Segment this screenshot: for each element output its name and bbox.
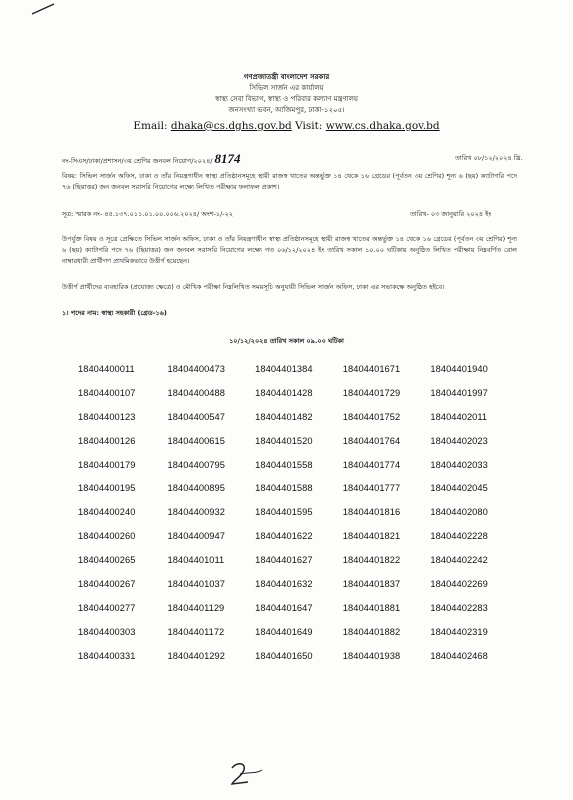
memo-handwritten-number: 8174 — [214, 151, 241, 166]
roll-number-cell: 18404401292 — [167, 650, 225, 661]
roll-number-cell: 18404400107 — [78, 387, 136, 398]
roll-number-cell: 18404401752 — [342, 411, 401, 422]
roll-number-cell: 18404401428 — [255, 387, 313, 398]
website-link[interactable]: www.cs.dhaka.gov.bd — [325, 120, 440, 132]
practical-test-note: উত্তীর্ণ প্রার্থীদের ব্যবহারিক (প্রযোজ্য ক্ষেত্রে) ও মৌখিক পরীক্ষা নিম্নলিখিত সময়সূচি অনুযায়ী সিভিল সার্জন অফিস, ঢাকা এর সভাকক্ষে অনুষ্ঠিত হইবে। — [62, 283, 445, 291]
roll-number-cell: 18404401729 — [342, 387, 401, 398]
roll-number-cell: 18404402045 — [430, 483, 488, 494]
table-row — [78, 620, 518, 644]
roll-number-table — [78, 357, 518, 668]
body-paragraph: উপর্যুক্ত বিষয় ও সূত্রে প্রেক্ষিতে সিভিল সার্জন অফিস, ঢাকা ও তাঁর নিয়ন্ত্রণাধীন স্বাস্থ্য প্রতিষ্ঠানসমূহে স্থায়ী রাজস্ব খাতের অন্তর্ভুক্ত ১৪ থেকে ১৬ গ্রেডের (পূর্বতন ৩য় শ্রেণির) শূন্য ৬ (ছয়) ক্যাটাগরি পদে ৭৬ (ছিয়াত্তর) জন জনবল সরাসরি নিয়োগের লক্ষ্যে গত ০৬/১২/২০২৪ ইং তারিখ সকাল ১০.০০ ঘটিকায় অনুষ্ঠিত লিখিত পরীক্ষায় নিম্নবর্ণিত রোল নাম্বারধারী প্রার্থীগণ প্রাথমিকভাবে উত্তীর্ণ হয়েছেন। — [62, 235, 517, 265]
roll-number-cell: 18404400303 — [78, 626, 136, 637]
roll-number-cell: 18404401997 — [430, 387, 488, 398]
roll-number-cell: 18404401011 — [167, 555, 225, 566]
table-row — [78, 524, 518, 548]
roll-number-cell: 18404400195 — [78, 483, 136, 494]
roll-number-cell: 18404402033 — [430, 459, 488, 470]
table-row — [78, 381, 518, 405]
roll-number-cell: 18404400331 — [78, 650, 136, 661]
memo-reference — [62, 151, 240, 167]
roll-number-cell: 18404401482 — [255, 411, 313, 422]
roll-number-cell: 18404402283 — [430, 602, 488, 613]
roll-number-cell: 18404402468 — [430, 650, 488, 661]
roll-number-cell: 18404401647 — [255, 602, 313, 613]
roll-number-cell: 18404401837 — [342, 578, 401, 589]
ministry-name: স্বাস্থ্য সেবা বিভাগ, স্বাস্থ্য ও পরিবার কল্যাণ মন্ত্রণালয় — [214, 95, 359, 103]
table-row — [78, 644, 518, 668]
reference-date: তারিখ- ০৩ জানুয়ারি ২০২৪ ইং — [410, 210, 492, 218]
table-row — [78, 572, 518, 596]
roll-number-cell: 18404401384 — [255, 363, 313, 374]
roll-number-cell: 18404402080 — [430, 507, 488, 518]
email-address[interactable]: dhaka@cs.dghs.gov.bd — [170, 120, 292, 132]
roll-number-cell: 18404402228 — [430, 531, 488, 542]
page-number-handwritten-icon — [226, 760, 266, 788]
roll-number-cell: 18404400267 — [78, 578, 136, 589]
roll-number-cell: 18404400947 — [167, 531, 225, 542]
exam-schedule: ১০/১২/২০২৪ তারিখ সকাল ০৯.০০ ঘটিকা — [229, 337, 344, 345]
pen-mark-icon — [30, 2, 56, 16]
roll-number-cell: 18404400932 — [167, 507, 225, 518]
government-title: গণপ্রজাতন্ত্রী বাংলাদেশ সরকার — [243, 73, 330, 81]
table-row — [78, 500, 518, 524]
roll-number-cell: 18404401650 — [255, 650, 313, 661]
roll-number-cell: 18404402242 — [430, 555, 488, 566]
roll-number-cell: 18404400277 — [78, 602, 136, 613]
roll-number-cell: 18404400240 — [78, 507, 136, 518]
roll-number-cell: 18404400795 — [167, 459, 225, 470]
email-label: Email: — [133, 120, 168, 132]
roll-number-cell: 18404401037 — [167, 578, 225, 589]
reference-line: সূত্র: স্মারক নং- ৪৫.১৩৭.০১১.০১.০০.০০৬.২০২৪/ অংশ-১/-২২ — [62, 210, 234, 218]
table-row — [78, 429, 518, 453]
office-address: জনসংখ্যা ভবন, আজিমপুর, ঢাকা-১২০৫। — [228, 106, 345, 114]
roll-number-cell: 18404401595 — [255, 507, 313, 518]
table-row — [78, 453, 518, 477]
roll-number-cell: 18404401622 — [255, 531, 313, 542]
roll-number-cell: 18404401588 — [255, 483, 313, 494]
roll-number-cell: 18404401172 — [167, 626, 225, 637]
memo-date: তারিখ ০৮/১২/২০২৪ খ্রি. — [455, 154, 523, 162]
roll-number-cell: 18404402269 — [430, 578, 488, 589]
roll-number-cell: 18404401938 — [342, 650, 401, 661]
roll-number-cell: 18404400473 — [167, 363, 225, 374]
roll-number-cell: 18404400895 — [167, 483, 225, 494]
roll-number-cell: 18404401627 — [255, 555, 313, 566]
roll-number-cell: 18404401764 — [342, 435, 401, 446]
roll-number-cell: 18404400265 — [78, 555, 136, 566]
memo-prefix: নং-সিএস/ঢাকা/প্রশাসন/৩য় শ্রেণির জনবল নিয়োগ/২০২৪/ — [62, 157, 213, 165]
roll-number-cell: 18404401774 — [342, 459, 401, 470]
subject-paragraph: বিষয়: সিভিল সার্জন অফিস, ঢাকা ও তাঁর নিয়ন্ত্রণাধীন স্বাস্থ্য প্রতিষ্ঠানসমূহে স্থায়ী রাজস্ব খাতের অন্তর্ভুক্ত ১৪ থেকে ১৬ গ্রেডের (পূর্বতন ৩য় শ্রেণির) শূন্য ৬ (ছয়) ক্যাটাগরি পদে ৭৬ (ছিয়াত্তর) জন জনবল সরাসরি নিয়োগের লক্ষ্যে লিখিত পরীক্ষার ফলাফল প্রকাশ। — [62, 172, 517, 191]
roll-number-cell: 18404400615 — [167, 435, 225, 446]
table-row — [78, 405, 518, 429]
roll-number-cell: 18404401777 — [342, 483, 401, 494]
roll-number-cell: 18404401649 — [255, 626, 313, 637]
post-title: ১। পদের নাম: স্বাস্থ্য সহকারী (গ্রেড-১৬) — [62, 309, 167, 317]
roll-number-cell: 18404401816 — [342, 507, 401, 518]
roll-number-cell: 18404401822 — [342, 555, 401, 566]
roll-number-cell: 18404401882 — [342, 626, 401, 637]
roll-number-cell: 18404401821 — [342, 531, 401, 542]
visit-label: Visit: — [295, 120, 323, 132]
roll-number-cell: 18404400488 — [167, 387, 225, 398]
roll-number-cell: 18404400547 — [167, 411, 225, 422]
roll-number-cell: 18404400011 — [78, 363, 135, 374]
roll-number-cell: 18404400260 — [78, 531, 136, 542]
roll-number-cell: 18404401129 — [167, 602, 225, 613]
roll-number-cell: 18404402023 — [430, 435, 488, 446]
table-row — [78, 548, 518, 572]
roll-number-cell: 18404400179 — [78, 459, 136, 470]
roll-number-cell: 18404401940 — [430, 363, 488, 374]
office-name: সিভিল সার্জন এর কার্যালয় — [249, 84, 324, 92]
contact-line — [0, 120, 573, 132]
roll-number-cell: 18404402011 — [430, 411, 488, 422]
roll-number-cell: 18404402319 — [430, 626, 488, 637]
roll-number-cell: 18404400123 — [78, 411, 136, 422]
roll-number-cell: 18404401632 — [255, 578, 313, 589]
table-row — [78, 596, 518, 620]
roll-number-cell: 18404401520 — [255, 435, 313, 446]
table-row — [78, 357, 518, 381]
roll-number-cell: 18404401881 — [342, 602, 401, 613]
roll-number-cell: 18404401558 — [255, 459, 313, 470]
roll-number-cell: 18404400126 — [78, 435, 136, 446]
roll-number-cell: 18404401671 — [342, 363, 401, 374]
table-row — [78, 476, 518, 500]
